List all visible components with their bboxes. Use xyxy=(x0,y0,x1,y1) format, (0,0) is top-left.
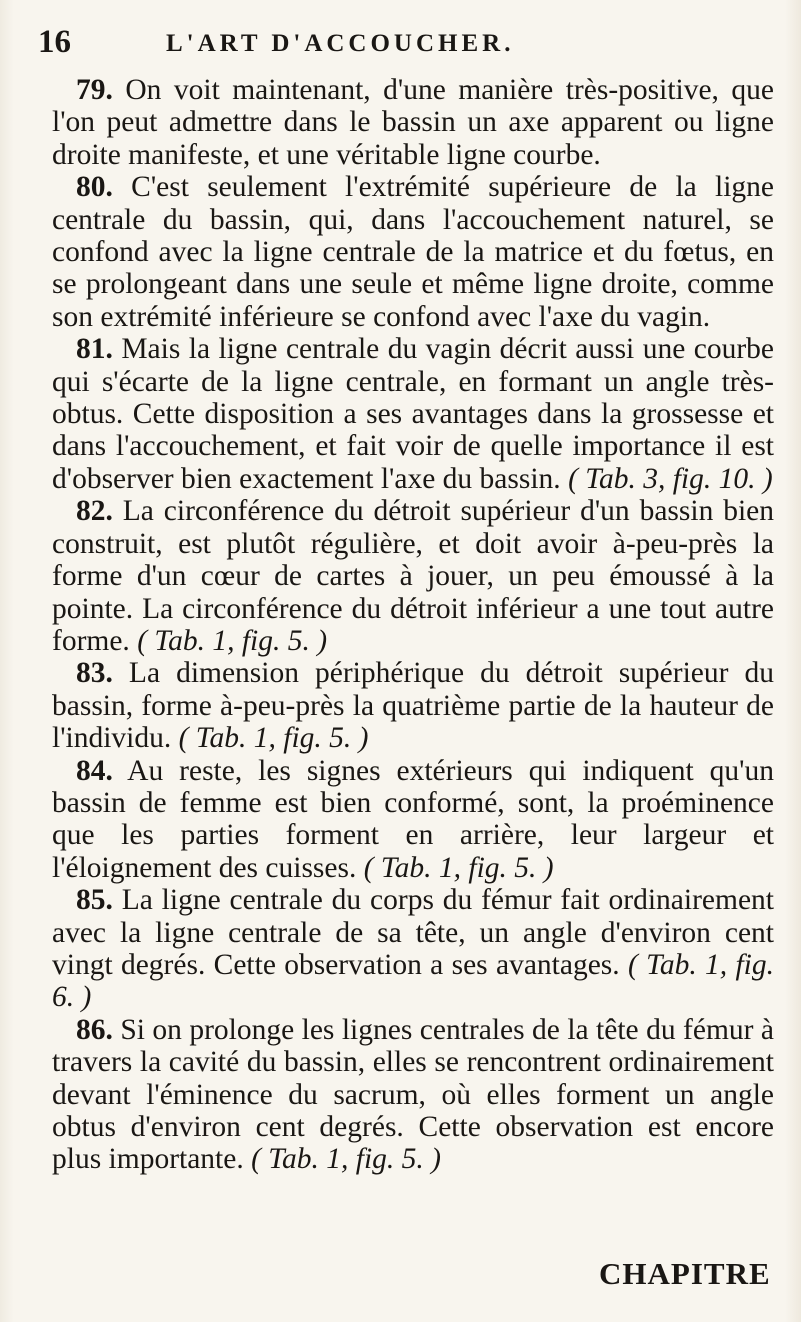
paragraph-text: Mais la ligne centrale du vagin décrit aussi une courbe qui s'écarte de la ligne centrale, en formant un angle très-obtus. Cette disposition a ses avantages dans la grossesse et dans l'accouchement, et fait voir de quelle importance il est d'observer bien exactement l'axe du bassin. xyxy=(52,333,774,495)
paragraph-79 xyxy=(52,74,774,171)
paragraph-text: La dimension périphérique du détroit supérieur du bassin, forme à-peu-près la quatrième partie de la hauteur de l'individu. xyxy=(52,657,774,755)
catchword: CHAPITRE xyxy=(599,1256,771,1291)
plate-reference: ( Tab. 1, fig. 5. ) xyxy=(178,722,369,755)
paragraph-83 xyxy=(52,657,774,754)
plate-reference: ( Tab. 1, fig. 6. ) xyxy=(52,948,774,1014)
paragraph-81 xyxy=(52,333,774,495)
paragraph-number: 85. xyxy=(76,884,113,917)
paragraph-80 xyxy=(52,171,774,333)
body-text xyxy=(52,74,774,1176)
page-header xyxy=(38,16,758,68)
paragraph-text: On voit maintenant, d'une manière très-positive, que l'on peut admettre dans le bassin un axe apparent ou ligne droite manifeste, et une véritable ligne courbe. xyxy=(52,74,774,171)
paragraph-86 xyxy=(52,1014,774,1176)
running-head: L'ART D'ACCOUCHER. xyxy=(166,30,515,57)
paragraph-number: 80. xyxy=(76,171,113,204)
paragraph-number: 81. xyxy=(76,333,113,366)
paragraph-text: Au reste, les signes extérieurs qui indiquent qu'un bassin de femme est bien conformé, sont, la proéminence que les parties forment en arrière, leur largeur et l'éloignement des cuisses. xyxy=(52,754,774,884)
paragraph-number: 86. xyxy=(76,1013,113,1046)
plate-reference: ( Tab. 3, fig. 10. ) xyxy=(568,462,773,495)
paragraph-number: 84. xyxy=(76,754,113,787)
paragraph-85 xyxy=(52,884,774,1014)
paragraph-text: La ligne centrale du corps du fémur fait ordinairement avec la ligne centrale de sa tête, un angle d'environ cent vingt degrés. Cette observation a ses avantages. xyxy=(52,884,774,981)
paragraph-text: La circonférence du détroit supérieur d'un bassin bien construit, est plutôt régulière, et doit avoir à-peu-près la forme d'un cœur de cartes à jouer, un peu émoussé à la pointe. La circonférence du détroit inférieur a une tout autre forme. xyxy=(52,495,775,657)
plate-reference: ( Tab. 1, fig. 5. ) xyxy=(251,1143,441,1176)
paragraph-number: 79. xyxy=(76,74,113,106)
page-number: 16 xyxy=(38,24,71,60)
paragraph-84 xyxy=(52,755,774,885)
plate-reference: ( Tab. 1, fig. 5. ) xyxy=(363,851,554,884)
plate-reference: ( Tab. 1, fig. 5. ) xyxy=(137,624,328,657)
paragraph-number: 83. xyxy=(76,657,113,690)
paragraph-number: 82. xyxy=(76,495,113,528)
paragraph-text: C'est seulement l'extrémité supérieure de la ligne centrale du bassin, qui, dans l'accouchement naturel, se confond avec la ligne centrale de la matrice et du fœtus, en se prolongeant dans une seule et même ligne droite, comme son extrémité inférieure se confond avec l'axe du vagin. xyxy=(52,171,775,333)
paragraph-text: Si on prolonge les lignes centrales de la tête du fémur à travers la cavité du bassin, elles se rencontrent ordinairement devant l'éminence du sacrum, où elles forment un angle obtus d'environ cent degrés. Cette observation est encore plus importante. xyxy=(52,1013,775,1176)
paragraph-82 xyxy=(52,495,774,657)
